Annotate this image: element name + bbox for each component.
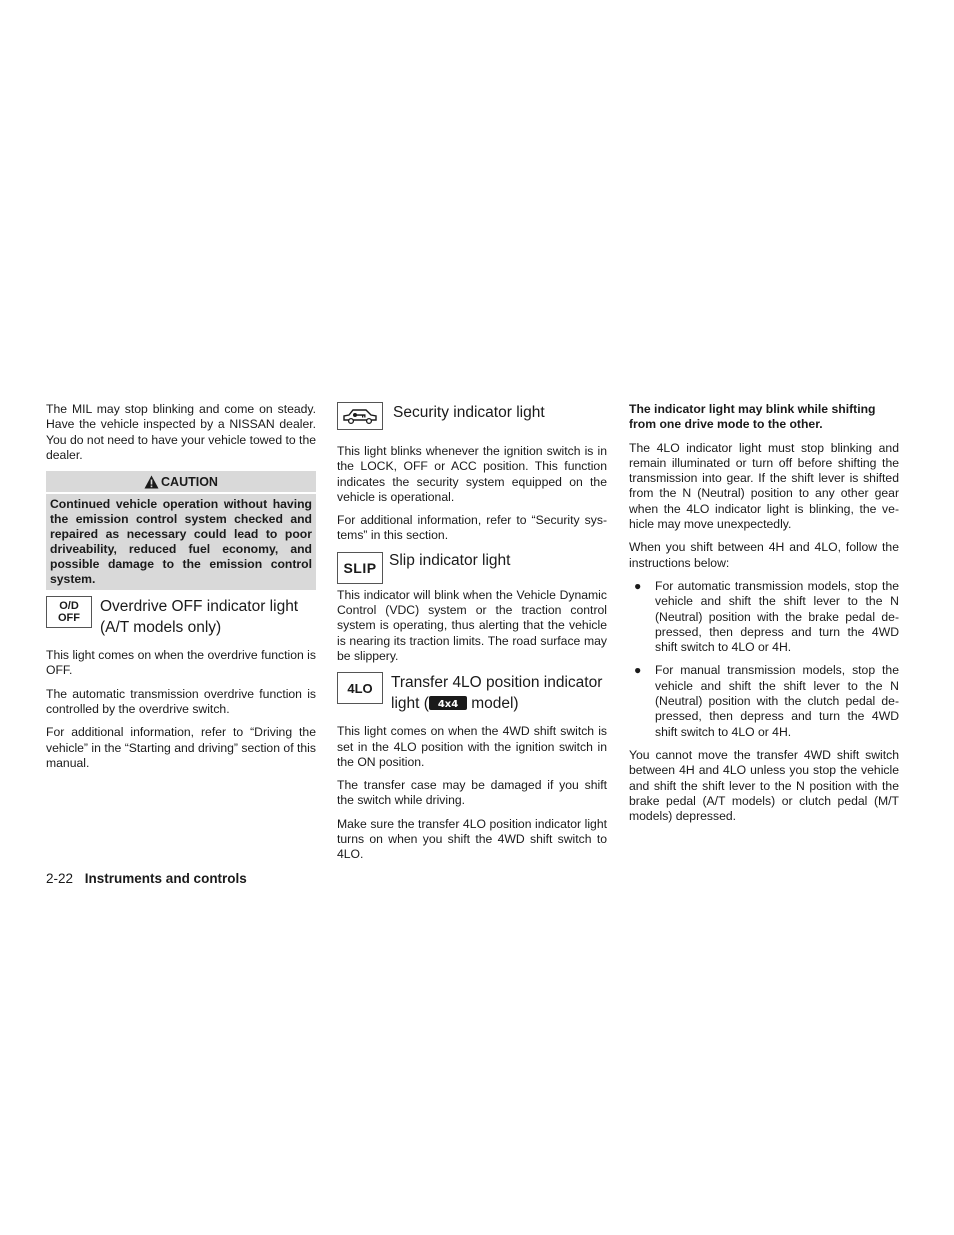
4lo-title-line1: Transfer 4LO position indicator: [391, 674, 603, 692]
slip-title: Slip indicator light: [389, 551, 511, 569]
od-off-heading: [46, 596, 316, 638]
page-number: 2-22: [46, 871, 74, 886]
warning-icon: [144, 475, 159, 489]
list-item-text: For automatic transmission models, stop the vehicle and shift the shift lever to the N (Neutral) position with the brake pedal depressed, then depress and turn the 4WD shift switch to 4LO or 4H.: [655, 578, 899, 655]
slip-paragraph-1: This indicator will blink when the Vehicle Dynamic Control (VDC) system or the traction control system is operating, thus alerting that the vehicle is nearing its traction limits. The road surface may be slippery.: [337, 587, 607, 663]
bullet-icon: ●: [634, 578, 642, 593]
bullet-icon: ●: [634, 663, 642, 678]
4lo-title: [391, 672, 602, 714]
od-paragraph-1: This light comes on when the overdrive function is OFF.: [46, 648, 316, 678]
column-right: [629, 402, 899, 832]
caution-text: Continued vehicle operation without having the emission control system checked and repaired as necessary could lead to poor driveability, reduced fuel economy, and possible damage to the emission control system.: [50, 497, 312, 587]
4lo-paragraph-3: Make sure the transfer 4LO position indicator light turns on when you shift the 4WD shift switch to 4LO.: [337, 816, 607, 862]
4lo-title-line2: [391, 693, 602, 714]
col3-paragraph-1: The 4LO indicator light must stop blinking and remain illuminated or turn off before shifting the transmission into gear. If the shift lever is shifted from the N (Neutral) position to any other gear when the 4LO indicator light is blinking, the vehicle may move unexpectedly.: [629, 440, 899, 532]
car-key-icon: [337, 402, 383, 430]
security-heading: [337, 402, 607, 430]
mil-paragraph: The MIL may stop blinking and come on steady. Have the vehicle inspected by a NISSAN dealer. You do not need to have your vehicle towed to the dealer.: [46, 402, 316, 462]
list-item: [629, 663, 899, 739]
caution-title: CAUTION: [161, 475, 218, 490]
column-middle: [337, 402, 607, 871]
column-left: [46, 402, 316, 779]
4lo-icon: 4LO: [337, 672, 383, 704]
section-name: Instruments and controls: [84, 871, 247, 886]
blink-lead: The indicator light may blink while shifting from one drive mode to the other.: [629, 402, 876, 432]
od-title-line2: (A/T models only): [100, 619, 222, 637]
4x4-badge-icon: [429, 696, 467, 710]
security-paragraph-1: This light blinks whenever the ignition switch is in the LOCK, OFF or ACC position. This function indicates the security system equipped on the vehicle is operational.: [337, 444, 607, 504]
4lo-title-pre: light (: [391, 695, 429, 713]
list-item: [629, 579, 899, 655]
slip-heading: [337, 552, 607, 584]
list-item-text: For manual transmission models, stop the vehicle and shift the shift lever to the N (Neutral) position with the clutch pedal depressed, then depress and turn the 4WD shift switch to 4LO or 4H.: [655, 663, 899, 739]
4lo-paragraph-1: This light comes on when the 4WD shift switch is set in the 4LO position with the ignition switch in the ON position.: [337, 724, 607, 769]
od-title-line1: Overdrive OFF indicator light: [100, 598, 299, 616]
caution-box: [46, 471, 316, 590]
col3-paragraph-3: You cannot move the transfer 4WD shift switch between 4H and 4LO unless you stop the vehicle and shift the shift lever to the N position with the brake pedal (A/T models) or clutch pedal (M/T models) depressed.: [629, 747, 899, 824]
col3-paragraph-2: When you shift between 4H and 4LO, follow the instructions below:: [629, 540, 899, 570]
4lo-title-post: model): [466, 695, 519, 713]
od-icon-line2: OFF: [58, 612, 80, 625]
4lo-heading: [337, 672, 607, 714]
od-icon-line1: O/D: [59, 600, 79, 613]
security-paragraph-2: For additional information, refer to “Security systems” in this section.: [337, 513, 607, 543]
od-paragraph-2: The automatic transmission overdrive function is controlled by the overdrive switch.: [46, 686, 316, 717]
4lo-paragraph-2: The transfer case may be damaged if you shift the switch while driving.: [337, 778, 607, 808]
od-paragraph-3: For additional information, refer to “Driving the vehicle” in the “Starting and driving” section of this manual.: [46, 725, 316, 770]
od-off-icon: [46, 596, 92, 628]
instruction-list: [629, 579, 899, 740]
od-off-title: [100, 596, 298, 638]
caution-header: [46, 471, 316, 494]
slip-icon: SLIP: [337, 552, 383, 584]
4x4-badge-text: 4x4: [437, 699, 459, 711]
page-footer: [46, 871, 247, 886]
security-title: Security indicator light: [393, 404, 545, 421]
